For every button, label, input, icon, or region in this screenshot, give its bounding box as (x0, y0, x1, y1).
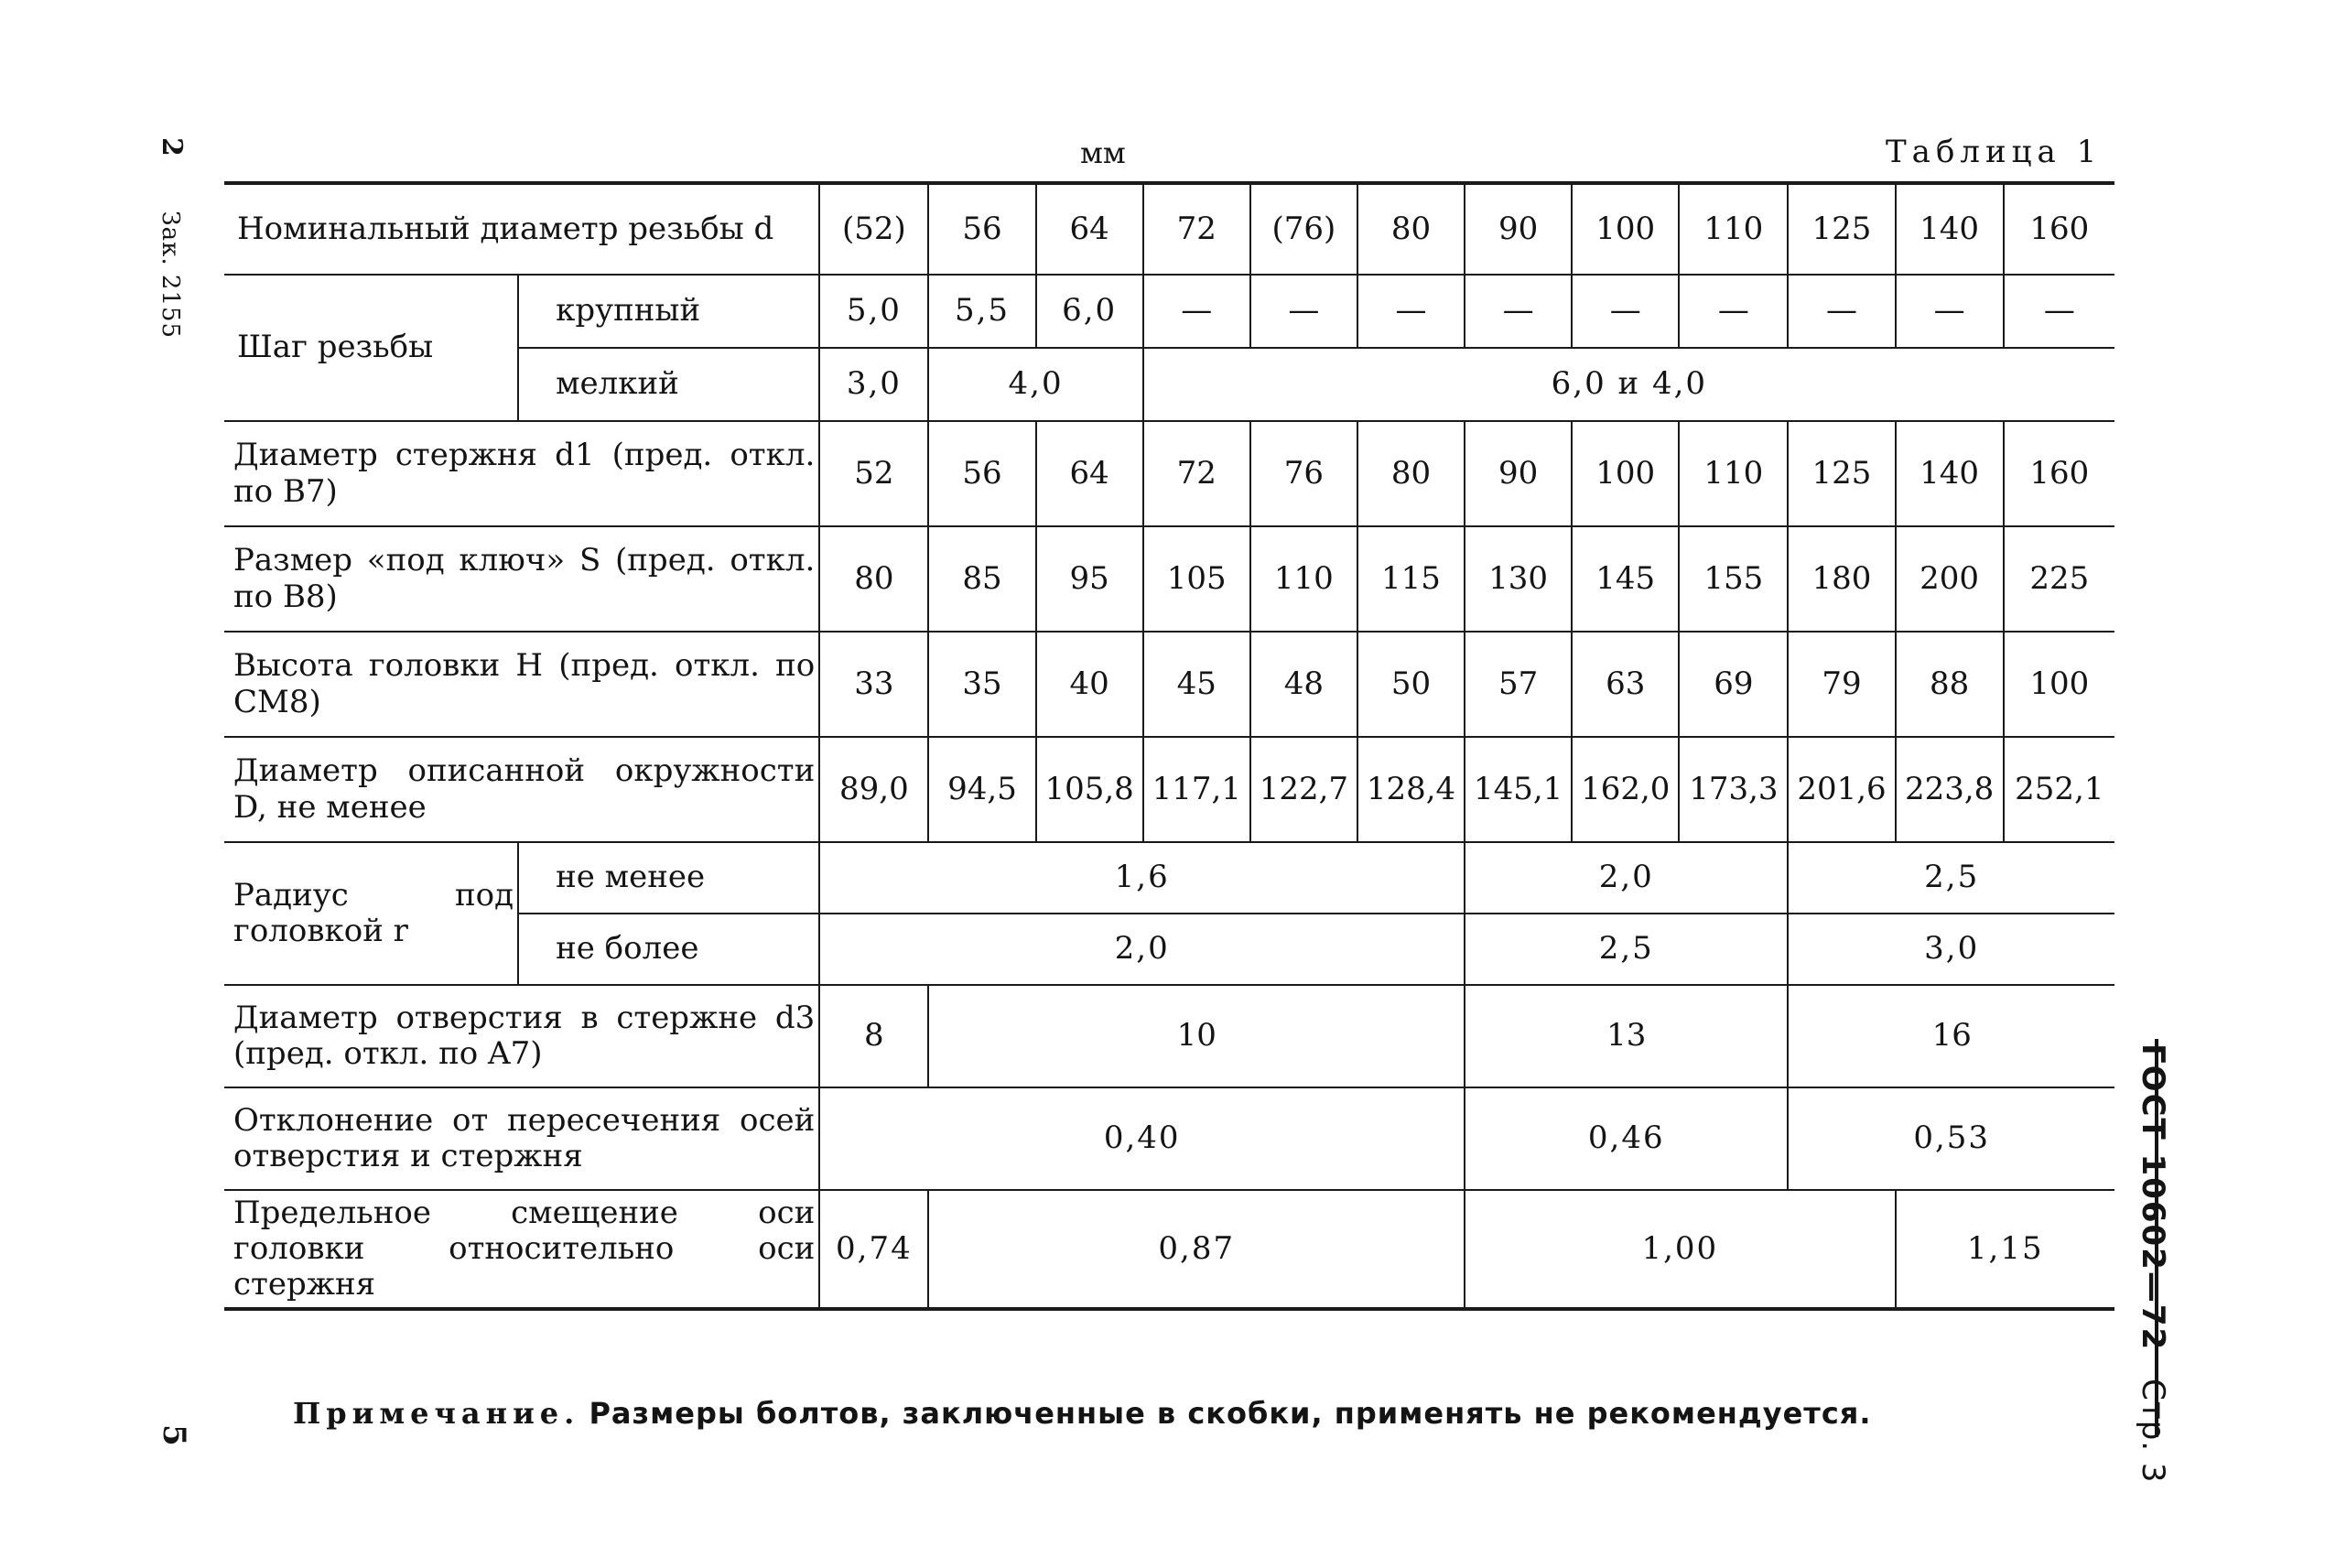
row-s (224, 526, 2114, 632)
cell: 160 (2004, 421, 2114, 526)
cell: 2,5 (1788, 842, 2114, 914)
standard-number: ГОСТ 10602—72 (2135, 1044, 2171, 1352)
cell: 8 (819, 985, 928, 1087)
cell: 180 (1788, 526, 1895, 632)
label-nominal-diameter: Номинальный диаметр резьбы d (224, 183, 819, 275)
note-heading: Примечание. (293, 1396, 580, 1431)
cell: 1,6 (819, 842, 1465, 914)
cell: 5,5 (928, 275, 1035, 348)
cell: 105,8 (1036, 737, 1143, 842)
label-coarse: крупный (518, 275, 819, 348)
label-r-max: не более (518, 914, 819, 985)
cell: 6,0 (1036, 275, 1143, 348)
page-reference: Стр. 3 (2135, 1379, 2171, 1484)
cell: 0,87 (928, 1190, 1465, 1309)
right-margin-text (2135, 1044, 2171, 1484)
label-s: Размер «под ключ» S (пред. откл. по B8) (224, 526, 819, 632)
cell: 0,53 (1788, 1087, 2114, 1190)
cell: 162,0 (1572, 737, 1679, 842)
cell: 3,0 (1788, 914, 2114, 985)
row-deviation (224, 1087, 2114, 1190)
row-D (224, 737, 2114, 842)
cell: — (1357, 275, 1465, 348)
cell: 155 (1679, 526, 1788, 632)
cell: 90 (1465, 183, 1572, 275)
cell: 223,8 (1896, 737, 2004, 842)
label-r: Радиус под головкой r (224, 842, 518, 985)
cell: 10 (928, 985, 1465, 1087)
cell: 110 (1250, 526, 1357, 632)
cell: 140 (1896, 421, 2004, 526)
cell: 80 (1357, 183, 1465, 275)
label-d3: Диаметр отверстия в стержне d3 (пред. откл. по A7) (224, 985, 819, 1087)
label-r-min: не менее (518, 842, 819, 914)
cell: 252,1 (2004, 737, 2114, 842)
row-pitch-coarse (224, 275, 2114, 348)
note-text: Размеры болтов, заключенные в скобки, применять не рекомендуется. (589, 1396, 1872, 1431)
label-h: Высота головки H (пред. откл. по CM8) (224, 632, 819, 737)
cell: 122,7 (1250, 737, 1357, 842)
cell: 130 (1465, 526, 1572, 632)
cell: 0,40 (819, 1087, 1465, 1190)
units-label: мм (1080, 135, 1126, 170)
cell: 200 (1896, 526, 2004, 632)
row-d3 (224, 985, 2114, 1087)
cell: 16 (1788, 985, 2114, 1087)
table-label: Таблица 1 (1886, 134, 2103, 170)
cell: 2,5 (1465, 914, 1788, 985)
cell: 88 (1896, 632, 2004, 737)
cell: 40 (1036, 632, 1143, 737)
cell: 110 (1679, 421, 1788, 526)
cell: 63 (1572, 632, 1679, 737)
cell: 110 (1679, 183, 1788, 275)
cell: — (1465, 275, 1572, 348)
cell: 4,0 (928, 348, 1142, 421)
label-d1: Диаметр стержня d1 (пред. откл. по B7) (224, 421, 819, 526)
row-nominal-diameter (224, 183, 2114, 275)
cell: 145 (1572, 526, 1679, 632)
cell: 201,6 (1788, 737, 1895, 842)
cell: 125 (1788, 183, 1895, 275)
cell: 140 (1896, 183, 2004, 275)
label-fine: мелкий (518, 348, 819, 421)
cell: 13 (1465, 985, 1788, 1087)
cell: (76) (1250, 183, 1357, 275)
cell: 56 (928, 183, 1035, 275)
cell: 33 (819, 632, 928, 737)
cell: 105 (1143, 526, 1250, 632)
row-r-min (224, 842, 2114, 914)
left-margin-text (156, 137, 188, 339)
cell: 50 (1357, 632, 1465, 737)
cell: — (1679, 275, 1788, 348)
cell: 160 (2004, 183, 2114, 275)
row-h (224, 632, 2114, 737)
cell: 89,0 (819, 737, 928, 842)
cell: 115 (1357, 526, 1465, 632)
cell: 85 (928, 526, 1035, 632)
cell: 3,0 (819, 348, 928, 421)
cell: 56 (928, 421, 1035, 526)
cell: 94,5 (928, 737, 1035, 842)
cell: 1,15 (1896, 1190, 2114, 1309)
cell: 48 (1250, 632, 1357, 737)
row-shift (224, 1190, 2114, 1309)
cell: 173,3 (1679, 737, 1788, 842)
cell: 225 (2004, 526, 2114, 632)
cell: 145,1 (1465, 737, 1572, 842)
cell: (52) (819, 183, 928, 275)
cell: 117,1 (1143, 737, 1250, 842)
cell: 100 (2004, 632, 2114, 737)
cell: 125 (1788, 421, 1895, 526)
cell: 5,0 (819, 275, 928, 348)
cell: 6,0 и 4,0 (1143, 348, 2114, 421)
cell: 79 (1788, 632, 1895, 737)
page-number: 2 (156, 137, 188, 157)
cell: 69 (1679, 632, 1788, 737)
cell: 35 (928, 632, 1035, 737)
cell: — (1788, 275, 1895, 348)
label-thread-pitch: Шаг резьбы (224, 275, 518, 421)
cell: 76 (1250, 421, 1357, 526)
cell: — (1250, 275, 1357, 348)
cell: — (1143, 275, 1250, 348)
label-D: Диаметр описанной окружности D, не менее (224, 737, 819, 842)
cell: 64 (1036, 421, 1143, 526)
cell: 0,46 (1465, 1087, 1788, 1190)
cell: 57 (1465, 632, 1572, 737)
cell: 128,4 (1357, 737, 1465, 842)
cell: 80 (1357, 421, 1465, 526)
cell: 45 (1143, 632, 1250, 737)
bottom-page-number: 5 (155, 1424, 192, 1446)
order-number: Зак. 2155 (157, 211, 184, 340)
cell: 1,00 (1465, 1190, 1896, 1309)
label-deviation: Отклонение от пересечения осей отверстия и стержня (224, 1087, 819, 1190)
row-d1 (224, 421, 2114, 526)
cell: 100 (1572, 183, 1679, 275)
bolt-dimensions-table (224, 181, 2114, 1311)
cell: 72 (1143, 183, 1250, 275)
cell: 80 (819, 526, 928, 632)
cell: 95 (1036, 526, 1143, 632)
cell: — (1572, 275, 1679, 348)
cell: 72 (1143, 421, 1250, 526)
cell: 64 (1036, 183, 1143, 275)
cell: 100 (1572, 421, 1679, 526)
cell: — (2004, 275, 2114, 348)
cell: — (1896, 275, 2004, 348)
cell: 52 (819, 421, 928, 526)
label-shift: Предельное смещение оси головки относительно оси стержня (224, 1190, 819, 1309)
cell: 90 (1465, 421, 1572, 526)
table-note (293, 1396, 1872, 1431)
cell: 2,0 (819, 914, 1465, 985)
cell: 0,74 (819, 1190, 928, 1309)
cell: 2,0 (1465, 842, 1788, 914)
